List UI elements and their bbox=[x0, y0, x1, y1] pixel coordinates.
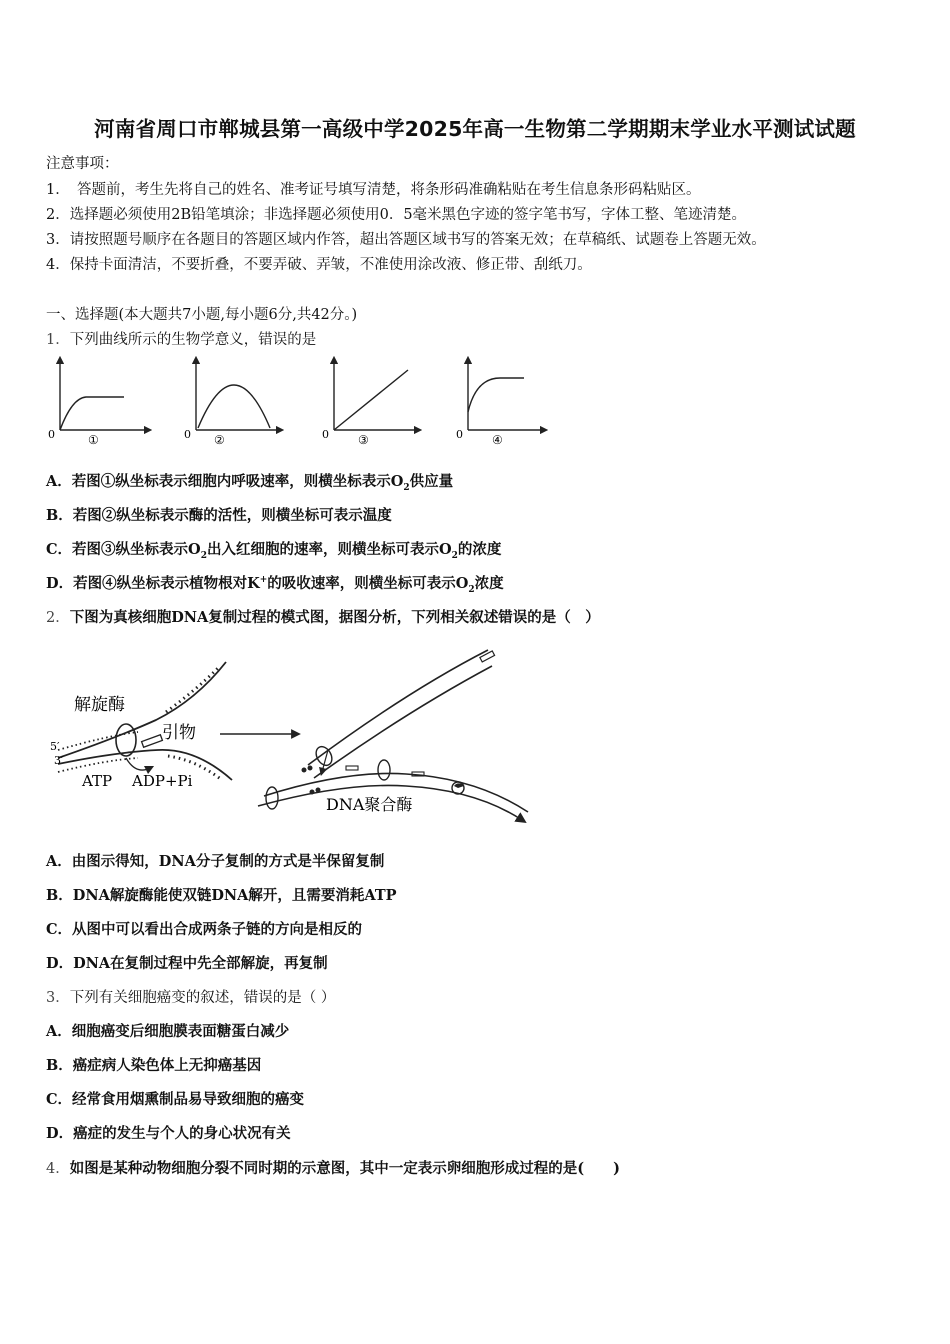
question-stem: 如图是某种动物细胞分裂不同时期的示意图，其中一定表示卵细胞形成过程的是( ) bbox=[69, 1160, 620, 1177]
graph-1 bbox=[48, 360, 148, 447]
graph-label-4: ④ bbox=[492, 433, 503, 447]
q1-option-a: A．若图①纵坐标表示细胞内呼吸速率，则横坐标表示$O_2$供应量 bbox=[46, 473, 454, 493]
notice-heading: 注意事项： bbox=[46, 156, 119, 172]
question-4 bbox=[46, 1157, 620, 1178]
q1-option-c: C．若图③纵坐标表示$O_2$出入红细胞的速率，则横坐标可表示$O_2$的浓度 bbox=[46, 541, 502, 561]
question-stem: 下列曲线所示的生物学意义，错误的是 bbox=[69, 332, 317, 348]
question-stem: 下列有关细胞癌变的叙述，错误的是（ ） bbox=[69, 990, 336, 1006]
page-title: 河南省周口市郸城县第一高级中学2025年高一生物第二学期期末学业水平测试试题 bbox=[94, 117, 856, 141]
graph-3 bbox=[322, 360, 418, 447]
origin-label: 0 bbox=[456, 428, 463, 441]
origin-label: 0 bbox=[322, 428, 329, 441]
notice-item-2: 2．选择题必须使用2B铅笔填涂；非选择题必须使用0．5毫米黑色字迹的签字笔书写，字体工整、笔迹清楚。 bbox=[46, 207, 747, 223]
question-number: 3． bbox=[46, 990, 70, 1006]
question-3 bbox=[46, 986, 335, 1007]
helicase-label: 解旋酶 bbox=[74, 695, 125, 715]
three-prime-label: 3′ bbox=[54, 754, 64, 767]
q2-option-a: A．由图示得知，DNA分子复制的方式是半保留复制 bbox=[46, 853, 385, 870]
notice-item-1: 1． 答题前，考生先将自己的姓名、准考证号填写清楚，将条形码准确粘贴在考生信息条形码粘贴区。 bbox=[46, 182, 701, 198]
q2-option-d: D．DNA在复制过程中先全部解旋，再复制 bbox=[46, 955, 328, 972]
q3-option-b: B．癌症病人染色体上无抑癌基因 bbox=[46, 1057, 262, 1074]
graph-label-3: ③ bbox=[358, 433, 369, 447]
notice-item-3: 3．请按照题号顺序在各题目的答题区域内作答，超出答题区域书写的答案无效；在草稿纸、试题卷上答题无效。 bbox=[46, 232, 766, 248]
q2-option-b: B．DNA解旋酶能使双链DNA解开，且需要消耗ATP bbox=[46, 887, 397, 904]
q3-option-d: D．癌症的发生与个人的身心状况有关 bbox=[46, 1125, 291, 1142]
q2-option-c: C．从图中可以看出合成两条子链的方向是相反的 bbox=[46, 921, 363, 938]
dna-replication-figure bbox=[46, 640, 546, 825]
graph-label-1: ① bbox=[88, 433, 99, 447]
q1-graphs bbox=[44, 352, 554, 452]
graph-4 bbox=[456, 360, 544, 447]
atp-label: ATP bbox=[82, 772, 113, 790]
graph-2 bbox=[184, 360, 280, 447]
origin-label: 0 bbox=[48, 428, 55, 441]
primer-label: 引物 bbox=[162, 723, 196, 743]
q1-option-b: B．若图②纵坐标表示酶的活性，则横坐标可表示温度 bbox=[46, 507, 392, 524]
five-prime-label: 5′ bbox=[50, 740, 60, 753]
notice-item-4: 4．保持卡面清洁，不要折叠，不要弄破、弄皱，不准使用涂改液、修正带、刮纸刀。 bbox=[46, 257, 592, 273]
question-2 bbox=[46, 606, 600, 627]
question-number: 1． bbox=[46, 332, 70, 348]
adp-label: ADP+Pi bbox=[132, 772, 193, 790]
q1-option-d: D．若图④纵坐标表示植物根对K+的吸收速率，则横坐标可表示$O_2$浓度 bbox=[46, 575, 504, 595]
question-1 bbox=[46, 328, 316, 349]
q3-option-a: A．细胞癌变后细胞膜表面糖蛋白减少 bbox=[46, 1023, 290, 1040]
polymerase-label: DNA聚合酶 bbox=[326, 795, 413, 814]
graph-label-2: ② bbox=[214, 433, 225, 447]
q3-option-c: C．经常食用烟熏制品易导致细胞的癌变 bbox=[46, 1091, 305, 1108]
origin-label: 0 bbox=[184, 428, 191, 441]
question-number: 2． bbox=[46, 610, 70, 626]
question-stem: 下图为真核细胞DNA复制过程的模式图，据图分析，下列相关叙述错误的是（ ） bbox=[69, 609, 600, 626]
section-heading: 一、选择题(本大题共7小题,每小题6分,共42分。) bbox=[46, 307, 358, 323]
question-number: 4． bbox=[46, 1161, 70, 1177]
